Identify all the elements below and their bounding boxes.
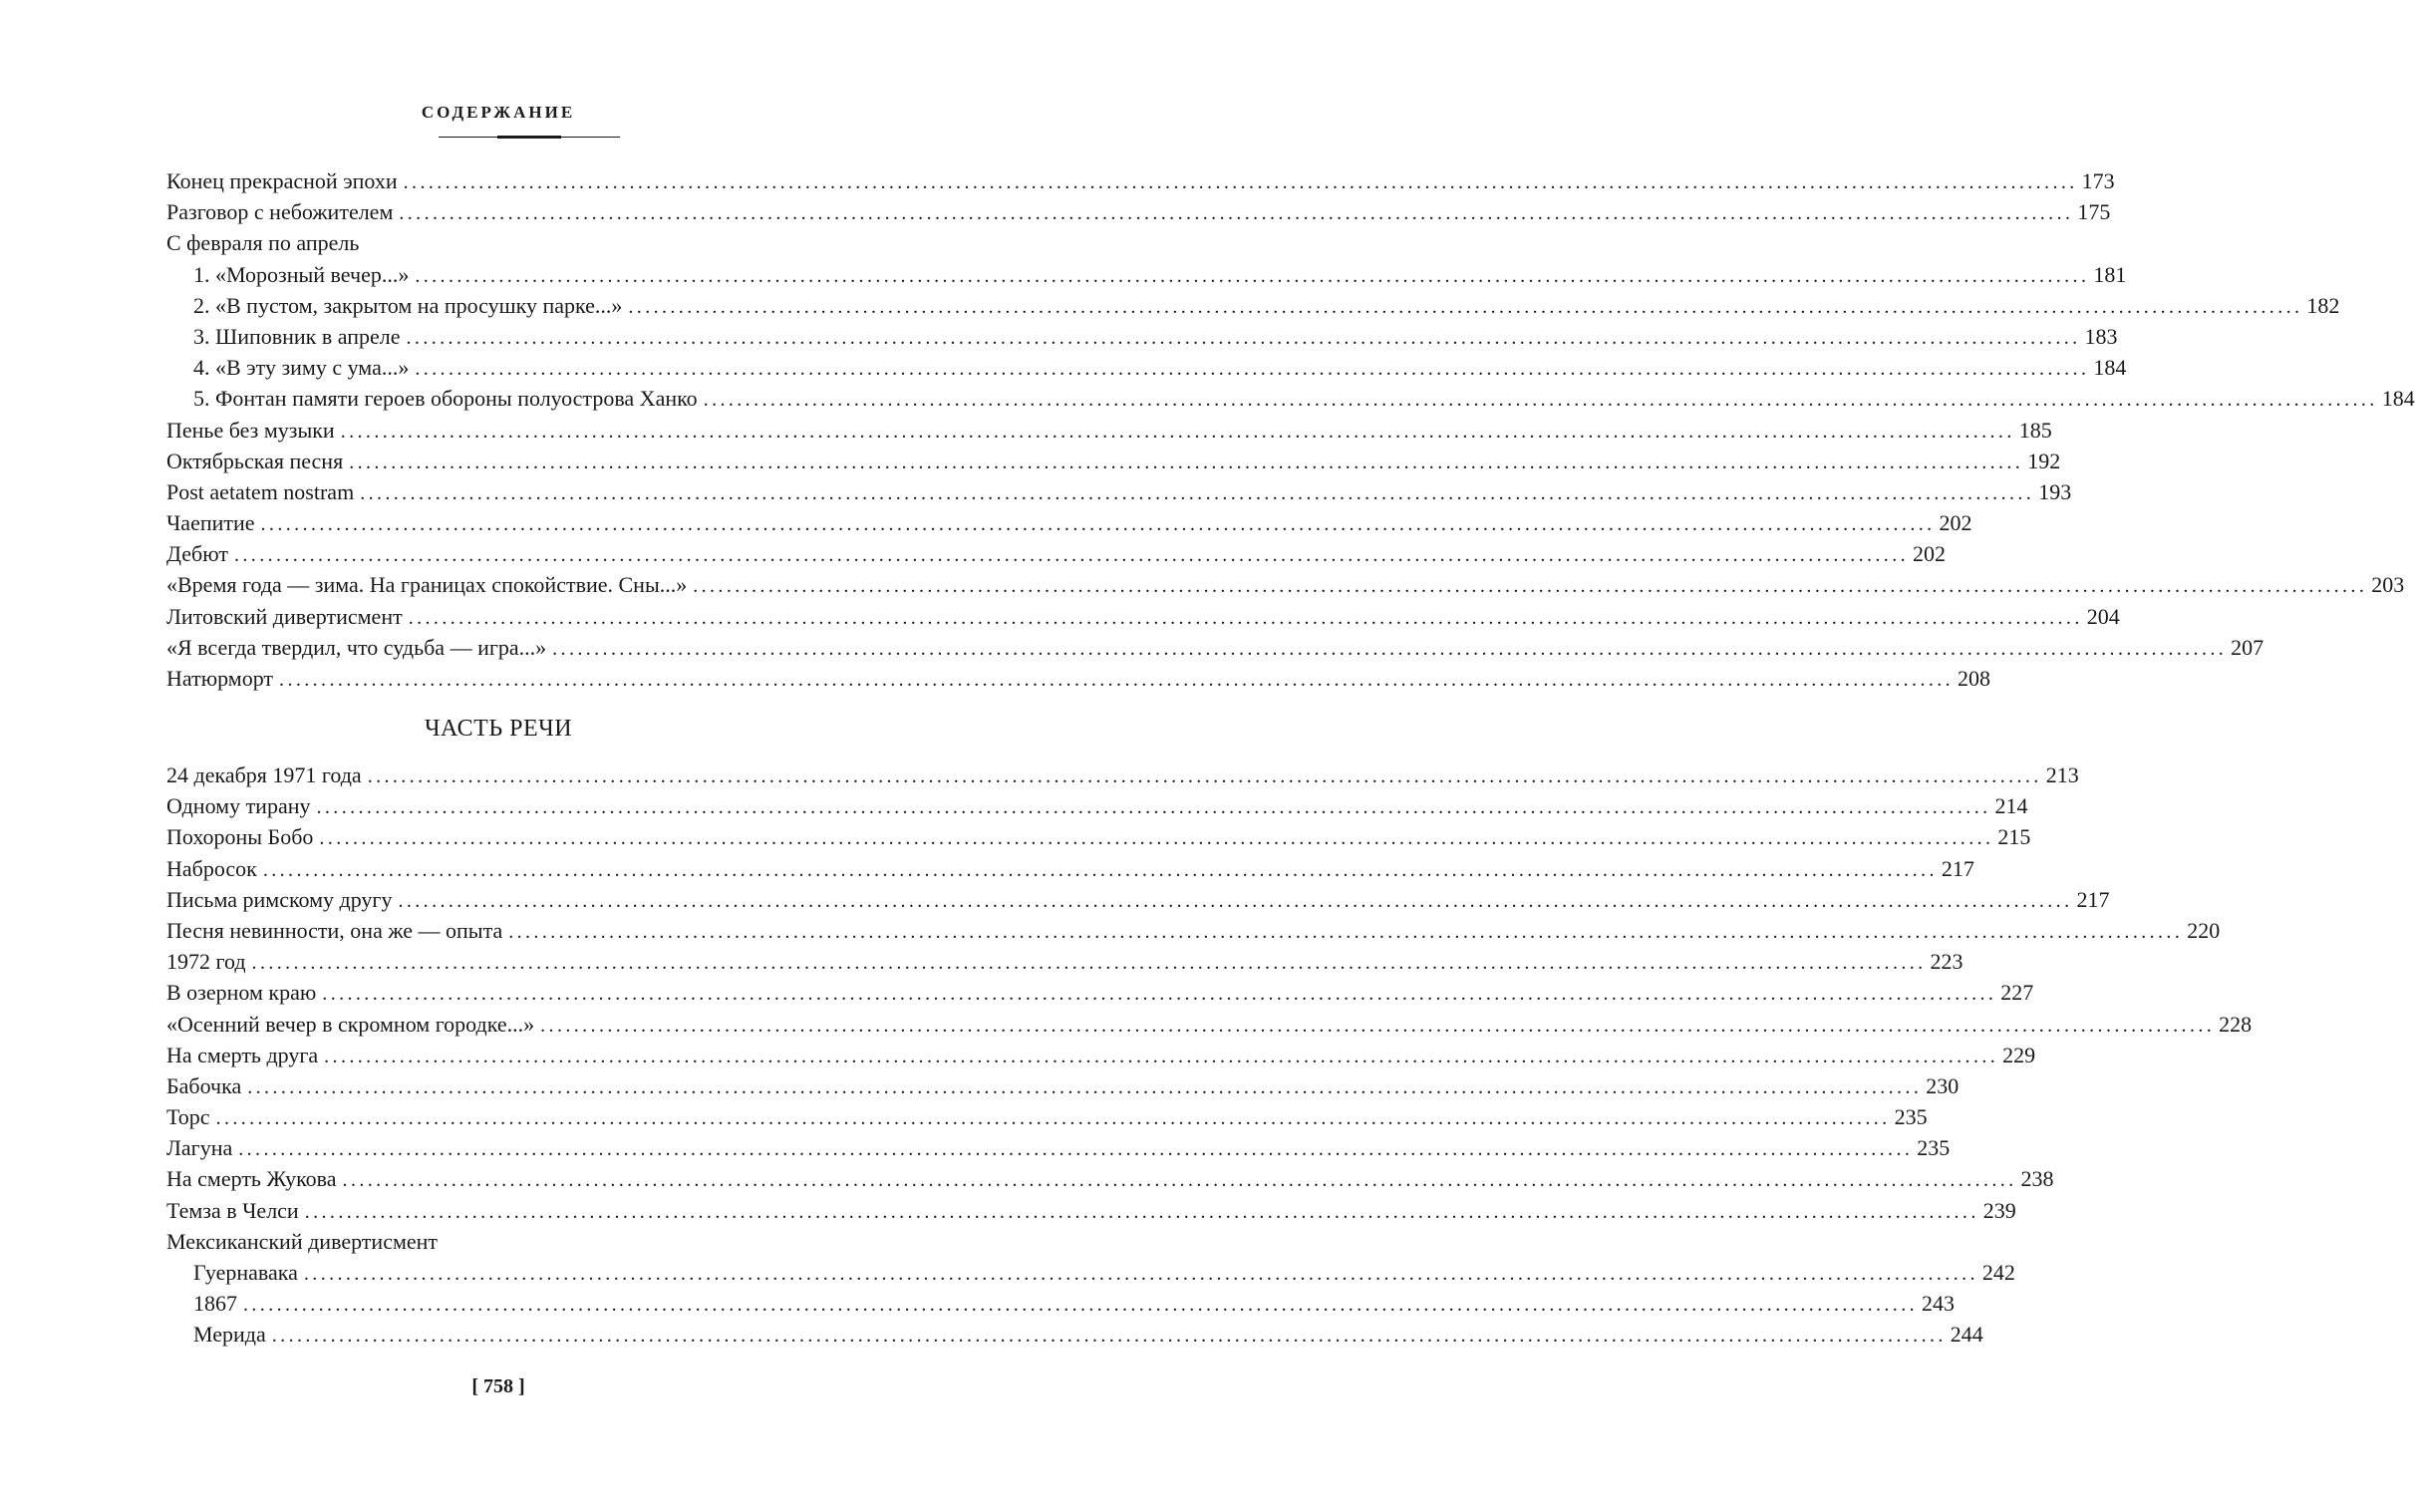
dot-leader: ........................................................................................................................................................................................................: [360, 481, 2035, 504]
toc-entry-title: Чаепитие: [166, 510, 255, 536]
dot-leader: ........................................................................................................................................................................................................: [316, 796, 1991, 819]
toc-entry-page: 227: [2000, 980, 2034, 1006]
toc-entry-page: 243: [1922, 1291, 1955, 1317]
dot-leader: ........................................................................................................................................................................................................: [251, 952, 1927, 975]
dot-leader: ........................................................................................................................................................................................................: [552, 637, 2228, 660]
toc-entry: [166, 1319, 1983, 1350]
toc-entry: [166, 821, 2031, 852]
toc-entry-page: 193: [2038, 478, 2072, 504]
toc-entry: [166, 790, 2028, 821]
toc-entry: [166, 1070, 1960, 1101]
toc-entry: [166, 227, 886, 258]
toc-entry: [166, 601, 2120, 632]
toc-entry-page: 228: [2219, 1011, 2253, 1037]
dot-leader: ........................................................................................................................................................................................................: [408, 606, 2083, 629]
section-title: ЧАСТЬ РЕЧИ: [424, 716, 573, 742]
toc-entry: [166, 446, 2061, 476]
toc-entry: [166, 759, 2079, 790]
toc-entry-page: 235: [1917, 1135, 1951, 1161]
toc-entry-title: Дебют: [166, 541, 228, 567]
dot-leader: ........................................................................................................................................................................................................: [271, 1325, 1947, 1348]
dot-leader: ........................................................................................................................................................................................................: [406, 326, 2081, 349]
dot-leader: ........................................................................................................................................................................................................: [243, 1294, 1918, 1317]
dot-leader: ........................................................................................................................................................................................................: [415, 358, 2090, 381]
toc-entry: [166, 1288, 1955, 1319]
toc-entry-page: 203: [2371, 572, 2405, 598]
toc-entry-page: 181: [2093, 261, 2127, 287]
toc-entry-title: Лагуна: [166, 1135, 233, 1161]
dot-leader: ........................................................................................................................................................................................................: [403, 171, 2078, 193]
toc-entry-page: 235: [1894, 1104, 1928, 1130]
dot-leader: ........................................................................................................................................................................................................: [260, 513, 1936, 536]
toc-entry-title: 2. «В пустом, закрытом на просушку парке...»: [193, 292, 623, 318]
dot-leader: ........................................................................................................................................................................................................: [398, 889, 2073, 912]
toc-entry-page: 230: [1926, 1072, 1960, 1098]
toc-entry: [166, 1132, 1951, 1163]
toc-entry: [166, 1101, 1928, 1132]
toc-entry-title: «Я всегда твердил, что судьба — игра...»: [166, 634, 547, 660]
toc-entry-title: Post aetatem nostram: [166, 478, 355, 504]
toc-entry: [166, 1040, 2036, 1070]
toc-entry-page: 223: [1930, 949, 1963, 975]
toc-entry-page: 207: [2231, 634, 2264, 660]
toc-entry-title: Конец прекрасной эпохи: [166, 168, 398, 193]
dot-leader: ........................................................................................................................................................................................................: [340, 420, 2015, 443]
toc-entry-title: 5. Фонтан памяти героев обороны полуострова Ханко: [193, 386, 698, 412]
toc-entry-title: 24 декабря 1971 года: [166, 762, 362, 787]
toc-entry-title: Письма римскому другу: [166, 886, 393, 912]
toc-entry-title: Мерида: [193, 1322, 266, 1348]
toc-entry-title: Пенье без музыки: [166, 417, 335, 443]
dot-leader: ........................................................................................................................................................................................................: [324, 1045, 1999, 1067]
toc-entry-title: 1867: [193, 1291, 237, 1317]
toc-entry: [166, 977, 2034, 1008]
dot-leader: ........................................................................................................................................................................................................: [693, 575, 2368, 598]
toc-list-part1: [166, 165, 2415, 694]
toc-entry: [166, 946, 1963, 977]
toc-entry-page: 175: [2077, 199, 2111, 225]
toc-entry: [166, 290, 2340, 321]
toc-entry: [166, 321, 2118, 352]
dot-leader: ........................................................................................................................................................................................................: [367, 765, 2042, 787]
toc-entry: [166, 538, 1946, 569]
toc-entry-page: 215: [1997, 824, 2031, 850]
toc-entry-title: «Осенний вечер в скромном городке...»: [166, 1011, 535, 1037]
dot-leader: ........................................................................................................................................................................................................: [508, 920, 2184, 943]
dot-leader: ........................................................................................................................................................................................................: [540, 1014, 2216, 1037]
dot-leader: ........................................................................................................................................................................................................: [215, 1107, 1891, 1130]
toc-entry-page: 214: [1994, 793, 2028, 819]
dot-leader: ........................................................................................................................................................................................................: [703, 389, 2378, 412]
toc-entry-title: 1972 год: [166, 949, 246, 975]
dot-leader: ........................................................................................................................................................................................................: [349, 451, 2024, 473]
toc-entry-page: 202: [1913, 541, 1946, 567]
toc-entry: [166, 884, 2110, 915]
toc-entry-title: Похороны Бобо: [166, 824, 314, 850]
toc-entry-title: Песня невинности, она же — опыта: [166, 917, 503, 943]
toc-entry-page: 229: [2002, 1042, 2036, 1067]
toc-entry: [166, 415, 2052, 446]
toc-entry-page: 208: [1958, 666, 1991, 691]
dot-leader: ........................................................................................................................................................................................................: [399, 202, 2074, 225]
toc-entry-page: 204: [2086, 603, 2120, 629]
toc-entry-page: 183: [2084, 323, 2118, 349]
toc-entry-page: 244: [1950, 1322, 1983, 1348]
toc-entry-title: В озерном краю: [166, 980, 317, 1006]
dot-leader: ........................................................................................................................................................................................................: [279, 669, 1955, 691]
dot-leader: ........................................................................................................................................................................................................: [238, 1138, 1914, 1161]
toc-entry-title: Торс: [166, 1104, 210, 1130]
toc-entry: [166, 853, 1974, 884]
toc-entry-page: 173: [2081, 168, 2115, 193]
toc-entry: [166, 1226, 886, 1257]
toc-entry-title: «Время года — зима. На границах спокойствие. Сны...»: [166, 572, 688, 598]
page-number: [ 758 ]: [471, 1375, 525, 1397]
dot-leader: ........................................................................................................................................................................................................: [304, 1200, 1979, 1223]
toc-entry-page: 220: [2187, 917, 2221, 943]
toc-entry: [166, 1163, 2054, 1194]
toc-entry: [166, 383, 2415, 414]
toc-entry-page: 242: [1981, 1260, 2015, 1285]
toc-entry: [166, 663, 1991, 694]
dot-leader: ........................................................................................................................................................................................................: [234, 544, 1909, 567]
toc-entry-title: Мексиканский дивертисмент: [166, 1228, 439, 1254]
toc-entry-page: 217: [2076, 886, 2110, 912]
toc-entry-page: 239: [1982, 1197, 2016, 1223]
toc-entry-title: Разговор с небожителем: [166, 199, 394, 225]
header-rule-accent: [497, 136, 561, 139]
toc-entry-page: 182: [2306, 292, 2340, 318]
toc-entry: [166, 632, 2264, 663]
dot-leader: ........................................................................................................................................................................................................: [247, 1075, 1923, 1098]
toc-entry: [166, 165, 2115, 196]
toc-list-part2: [166, 759, 2253, 1351]
toc-entry-title: 4. «В эту зиму с ума...»: [193, 355, 410, 381]
toc-entry: [166, 476, 2072, 507]
dot-leader: ........................................................................................................................................................................................................: [319, 827, 1994, 850]
toc-entry-page: 217: [1941, 855, 1974, 881]
toc-entry-page: 184: [2093, 355, 2127, 381]
toc-entry-title: Октябрьская песня: [166, 448, 344, 473]
toc-entry: [166, 1009, 2253, 1040]
toc-entry-page: 213: [2045, 762, 2079, 787]
toc-entry: [166, 352, 2127, 383]
toc-entry: [166, 569, 2405, 600]
running-header: СОДЕРЖАНИЕ: [421, 103, 576, 122]
toc-entry-title: Литовский дивертисмент: [166, 603, 403, 629]
toc-entry-title: 1. «Морозный вечер...»: [193, 261, 410, 287]
toc-entry-title: Гуернавака: [193, 1260, 298, 1285]
toc-entry-title: На смерть Жукова: [166, 1166, 337, 1192]
toc-entry: [166, 196, 2111, 227]
toc-entry-title: Темза в Челси: [166, 1197, 299, 1223]
toc-entry: [166, 915, 2221, 946]
toc-entry: [166, 507, 1972, 538]
toc-entry-title: Одному тирану: [166, 793, 311, 819]
toc-entry-title: Натюрморт: [166, 666, 274, 691]
toc-entry-page: 184: [2381, 386, 2415, 412]
toc-entry-title: Набросок: [166, 855, 257, 881]
toc-entry-page: 185: [2018, 417, 2052, 443]
dot-leader: ........................................................................................................................................................................................................: [262, 858, 1938, 881]
dot-leader: ........................................................................................................................................................................................................: [415, 264, 2090, 287]
toc-entry-page: 192: [2027, 448, 2061, 473]
dot-leader: ........................................................................................................................................................................................................: [628, 295, 2303, 318]
toc-entry: [166, 259, 2127, 290]
toc-entry-title: Бабочка: [166, 1072, 242, 1098]
toc-entry: [166, 1257, 2015, 1288]
toc-entry: [166, 1195, 2016, 1226]
toc-entry-title: На смерть друга: [166, 1042, 319, 1067]
dot-leader: ........................................................................................................................................................................................................: [342, 1169, 2017, 1192]
toc-entry-page: 202: [1939, 510, 1972, 536]
toc-entry-title: С февраля по апрель: [166, 230, 360, 256]
dot-leader: ........................................................................................................................................................................................................: [303, 1263, 1978, 1285]
toc-entry-title: 3. Шиповник в апреле: [193, 323, 401, 349]
toc-entry-page: 238: [2020, 1166, 2054, 1192]
dot-leader: ........................................................................................................................................................................................................: [322, 983, 1997, 1006]
